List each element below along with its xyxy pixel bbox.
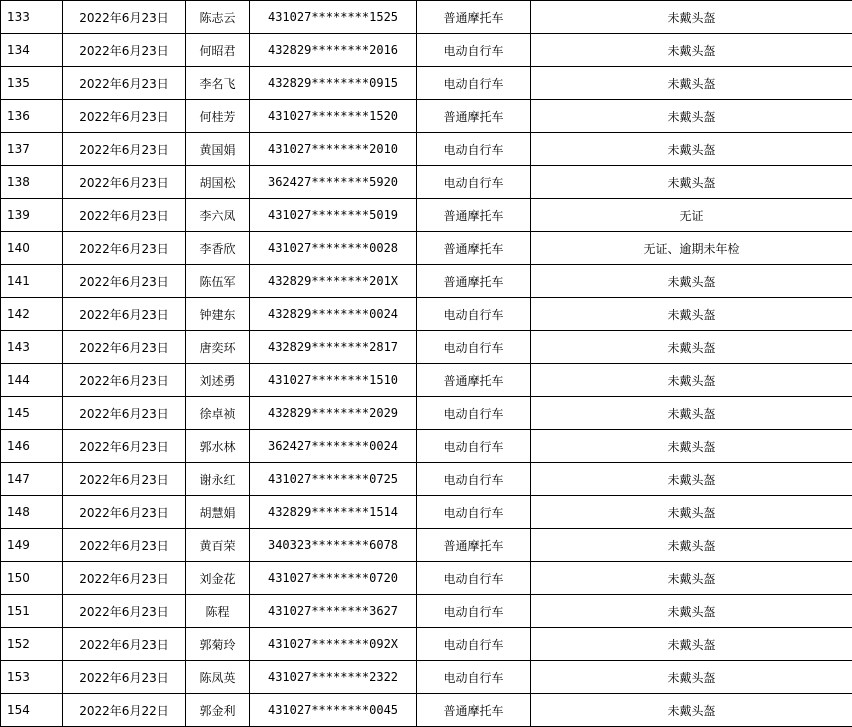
- row-number-cell: 153: [1, 661, 63, 694]
- violation-cell: 未戴头盔: [531, 496, 852, 529]
- name-cell: 黄百荣: [186, 529, 250, 562]
- table-row: [1, 595, 852, 628]
- row-number-cell: 144: [1, 364, 63, 397]
- row-number-cell: 141: [1, 265, 63, 298]
- violation-cell: 未戴头盔: [531, 331, 852, 364]
- id-number-cell: 431027********2322: [250, 661, 417, 694]
- violation-cell: 未戴头盔: [531, 298, 852, 331]
- row-number-cell: 152: [1, 628, 63, 661]
- violation-cell: 未戴头盔: [531, 166, 852, 199]
- date-cell: 2022年6月23日: [63, 133, 186, 166]
- name-cell: 唐奕环: [186, 331, 250, 364]
- table-row: [1, 166, 852, 199]
- table-row: [1, 298, 852, 331]
- row-number-cell: 146: [1, 430, 63, 463]
- name-cell: 陈凤英: [186, 661, 250, 694]
- vehicle-type-cell: 电动自行车: [417, 331, 531, 364]
- violation-cell: 未戴头盔: [531, 430, 852, 463]
- date-cell: 2022年6月23日: [63, 529, 186, 562]
- violation-cell: 未戴头盔: [531, 34, 852, 67]
- date-cell: 2022年6月23日: [63, 595, 186, 628]
- id-number-cell: 431027********5019: [250, 199, 417, 232]
- table-row: [1, 430, 852, 463]
- vehicle-type-cell: 电动自行车: [417, 562, 531, 595]
- vehicle-type-cell: 电动自行车: [417, 67, 531, 100]
- id-number-cell: 432829********2029: [250, 397, 417, 430]
- table-row: [1, 628, 852, 661]
- vehicle-type-cell: 电动自行车: [417, 628, 531, 661]
- date-cell: 2022年6月23日: [63, 199, 186, 232]
- table-row: [1, 397, 852, 430]
- table-row: [1, 529, 852, 562]
- vehicle-type-cell: 普通摩托车: [417, 1, 531, 34]
- row-number-cell: 140: [1, 232, 63, 265]
- table-row: [1, 1, 852, 34]
- row-number-cell: 134: [1, 34, 63, 67]
- row-number-cell: 149: [1, 529, 63, 562]
- row-number-cell: 143: [1, 331, 63, 364]
- violation-cell: 未戴头盔: [531, 628, 852, 661]
- table-row: [1, 199, 852, 232]
- vehicle-type-cell: 电动自行车: [417, 133, 531, 166]
- violation-cell: 未戴头盔: [531, 397, 852, 430]
- date-cell: 2022年6月23日: [63, 265, 186, 298]
- date-cell: 2022年6月23日: [63, 232, 186, 265]
- name-cell: 陈程: [186, 595, 250, 628]
- id-number-cell: 431027********0045: [250, 694, 417, 727]
- name-cell: 陈志云: [186, 1, 250, 34]
- row-number-cell: 147: [1, 463, 63, 496]
- violation-cell: 未戴头盔: [531, 595, 852, 628]
- id-number-cell: 431027********092X: [250, 628, 417, 661]
- date-cell: 2022年6月23日: [63, 562, 186, 595]
- vehicle-type-cell: 普通摩托车: [417, 529, 531, 562]
- date-cell: 2022年6月23日: [63, 430, 186, 463]
- name-cell: 黄国娟: [186, 133, 250, 166]
- name-cell: 何昭君: [186, 34, 250, 67]
- date-cell: 2022年6月23日: [63, 364, 186, 397]
- row-number-cell: 139: [1, 199, 63, 232]
- row-number-cell: 135: [1, 67, 63, 100]
- row-number-cell: 136: [1, 100, 63, 133]
- table-row: [1, 364, 852, 397]
- vehicle-type-cell: 电动自行车: [417, 661, 531, 694]
- table-row: [1, 463, 852, 496]
- vehicle-type-cell: 电动自行车: [417, 397, 531, 430]
- date-cell: 2022年6月23日: [63, 463, 186, 496]
- date-cell: 2022年6月23日: [63, 67, 186, 100]
- name-cell: 李香欣: [186, 232, 250, 265]
- name-cell: 刘金花: [186, 562, 250, 595]
- row-number-cell: 154: [1, 694, 63, 727]
- id-number-cell: 432829********0024: [250, 298, 417, 331]
- table-row: [1, 34, 852, 67]
- row-number-cell: 148: [1, 496, 63, 529]
- id-number-cell: 432829********2016: [250, 34, 417, 67]
- vehicle-type-cell: 电动自行车: [417, 430, 531, 463]
- id-number-cell: 432829********0915: [250, 67, 417, 100]
- name-cell: 徐卓祯: [186, 397, 250, 430]
- date-cell: 2022年6月23日: [63, 166, 186, 199]
- id-number-cell: 362427********0024: [250, 430, 417, 463]
- violation-cell: 未戴头盔: [531, 463, 852, 496]
- row-number-cell: 145: [1, 397, 63, 430]
- table-row: [1, 694, 852, 727]
- violation-cell: 未戴头盔: [531, 529, 852, 562]
- violation-cell: 未戴头盔: [531, 100, 852, 133]
- violation-cell: 未戴头盔: [531, 67, 852, 100]
- violation-cell: 未戴头盔: [531, 265, 852, 298]
- id-number-cell: 431027********1510: [250, 364, 417, 397]
- violation-cell: 未戴头盔: [531, 364, 852, 397]
- date-cell: 2022年6月23日: [63, 496, 186, 529]
- table-row: [1, 100, 852, 133]
- row-number-cell: 138: [1, 166, 63, 199]
- vehicle-type-cell: 电动自行车: [417, 595, 531, 628]
- violation-cell: 未戴头盔: [531, 661, 852, 694]
- table-row: [1, 562, 852, 595]
- id-number-cell: 340323********6078: [250, 529, 417, 562]
- name-cell: 胡国松: [186, 166, 250, 199]
- vehicle-type-cell: 电动自行车: [417, 496, 531, 529]
- id-number-cell: 432829********201X: [250, 265, 417, 298]
- violation-cell: 无证: [531, 199, 852, 232]
- id-number-cell: 432829********1514: [250, 496, 417, 529]
- name-cell: 胡慧娟: [186, 496, 250, 529]
- date-cell: 2022年6月23日: [63, 34, 186, 67]
- table-row: [1, 496, 852, 529]
- violation-cell: 未戴头盔: [531, 694, 852, 727]
- name-cell: 李六凤: [186, 199, 250, 232]
- id-number-cell: 432829********2817: [250, 331, 417, 364]
- name-cell: 何桂芳: [186, 100, 250, 133]
- id-number-cell: 431027********3627: [250, 595, 417, 628]
- id-number-cell: 431027********1525: [250, 1, 417, 34]
- date-cell: 2022年6月23日: [63, 628, 186, 661]
- vehicle-type-cell: 电动自行车: [417, 298, 531, 331]
- row-number-cell: 133: [1, 1, 63, 34]
- table-row: [1, 232, 852, 265]
- name-cell: 钟建东: [186, 298, 250, 331]
- table-row: [1, 133, 852, 166]
- id-number-cell: 431027********0725: [250, 463, 417, 496]
- violation-cell: 未戴头盔: [531, 1, 852, 34]
- vehicle-type-cell: 普通摩托车: [417, 100, 531, 133]
- violation-cell: 未戴头盔: [531, 562, 852, 595]
- date-cell: 2022年6月23日: [63, 661, 186, 694]
- vehicle-type-cell: 电动自行车: [417, 166, 531, 199]
- violation-cell: 未戴头盔: [531, 133, 852, 166]
- id-number-cell: 431027********0720: [250, 562, 417, 595]
- date-cell: 2022年6月22日: [63, 694, 186, 727]
- name-cell: 刘述勇: [186, 364, 250, 397]
- name-cell: 陈伍军: [186, 265, 250, 298]
- vehicle-type-cell: 普通摩托车: [417, 364, 531, 397]
- date-cell: 2022年6月23日: [63, 100, 186, 133]
- id-number-cell: 431027********0028: [250, 232, 417, 265]
- table-body: [1, 1, 852, 727]
- violation-cell: 无证、逾期未年检: [531, 232, 852, 265]
- row-number-cell: 150: [1, 562, 63, 595]
- name-cell: 李名飞: [186, 67, 250, 100]
- name-cell: 郭水林: [186, 430, 250, 463]
- vehicle-type-cell: 电动自行车: [417, 34, 531, 67]
- table-row: [1, 331, 852, 364]
- row-number-cell: 137: [1, 133, 63, 166]
- date-cell: 2022年6月23日: [63, 1, 186, 34]
- id-number-cell: 431027********1520: [250, 100, 417, 133]
- table-row: [1, 265, 852, 298]
- row-number-cell: 142: [1, 298, 63, 331]
- vehicle-type-cell: 普通摩托车: [417, 232, 531, 265]
- name-cell: 郭金利: [186, 694, 250, 727]
- name-cell: 郭菊玲: [186, 628, 250, 661]
- table-row: [1, 67, 852, 100]
- vehicle-type-cell: 普通摩托车: [417, 199, 531, 232]
- name-cell: 谢永红: [186, 463, 250, 496]
- vehicle-type-cell: 普通摩托车: [417, 265, 531, 298]
- date-cell: 2022年6月23日: [63, 331, 186, 364]
- id-number-cell: 362427********5920: [250, 166, 417, 199]
- vehicle-type-cell: 普通摩托车: [417, 694, 531, 727]
- row-number-cell: 151: [1, 595, 63, 628]
- id-number-cell: 431027********2010: [250, 133, 417, 166]
- date-cell: 2022年6月23日: [63, 397, 186, 430]
- table-row: [1, 661, 852, 694]
- date-cell: 2022年6月23日: [63, 298, 186, 331]
- vehicle-type-cell: 电动自行车: [417, 463, 531, 496]
